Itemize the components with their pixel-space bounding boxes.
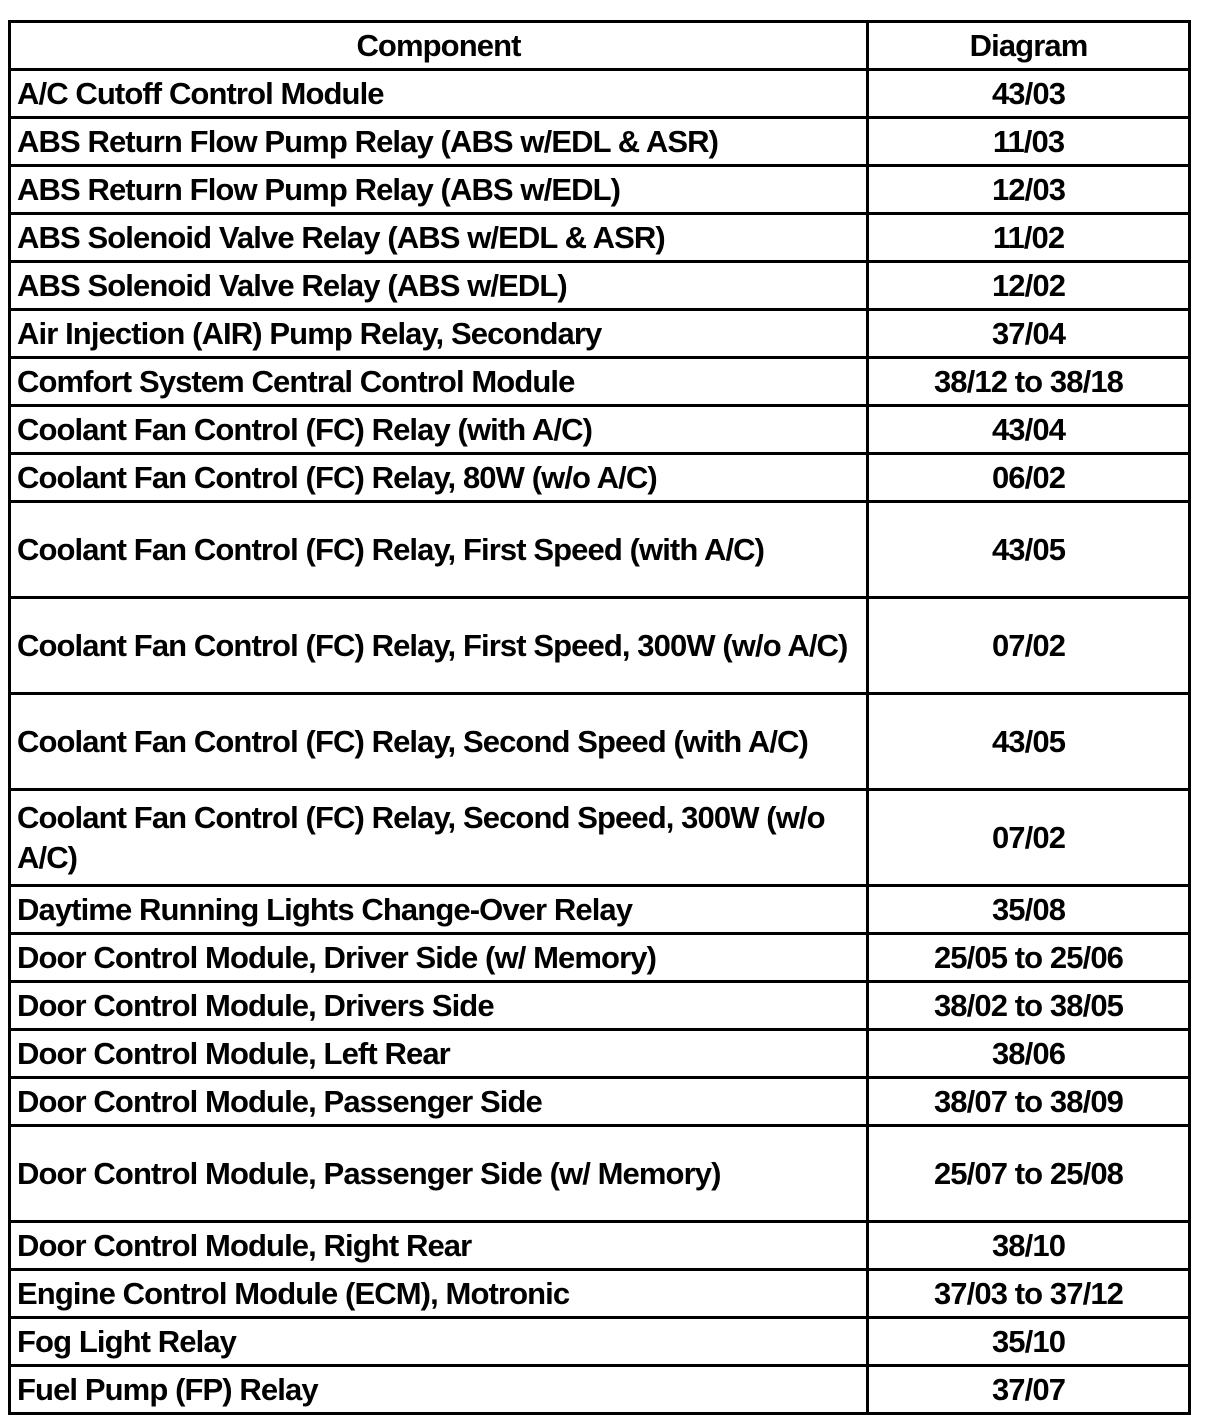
component-cell: Door Control Module, Left Rear bbox=[10, 1030, 868, 1078]
component-cell: Air Injection (AIR) Pump Relay, Secondary bbox=[10, 310, 868, 358]
table-row bbox=[10, 358, 1190, 406]
table-row bbox=[10, 310, 1190, 358]
table-body bbox=[10, 70, 1190, 1414]
diagram-cell: 25/05 to 25/06 bbox=[868, 934, 1190, 982]
table-row bbox=[10, 118, 1190, 166]
component-cell: Fog Light Relay bbox=[10, 1318, 868, 1366]
component-cell: Door Control Module, Right Rear bbox=[10, 1222, 868, 1270]
component-cell: ABS Return Flow Pump Relay (ABS w/EDL) bbox=[10, 166, 868, 214]
diagram-cell: 38/12 to 38/18 bbox=[868, 358, 1190, 406]
component-cell: Fuel Pump (FP) Relay bbox=[10, 1366, 868, 1414]
table-row bbox=[10, 790, 1190, 886]
diagram-cell: 06/02 bbox=[868, 454, 1190, 502]
component-cell: Door Control Module, Driver Side (w/ Memory) bbox=[10, 934, 868, 982]
diagram-cell: 43/03 bbox=[868, 70, 1190, 118]
table-row bbox=[10, 934, 1190, 982]
table-row bbox=[10, 70, 1190, 118]
diagram-cell: 07/02 bbox=[868, 598, 1190, 694]
table-row bbox=[10, 262, 1190, 310]
table-row bbox=[10, 502, 1190, 598]
diagram-cell: 37/04 bbox=[868, 310, 1190, 358]
component-cell: Coolant Fan Control (FC) Relay, Second Speed, 300W (w/o A/C) bbox=[10, 790, 868, 886]
diagram-cell: 37/07 bbox=[868, 1366, 1190, 1414]
component-column-header: Component bbox=[10, 22, 868, 70]
diagram-cell: 43/04 bbox=[868, 406, 1190, 454]
diagram-cell: 37/03 to 37/12 bbox=[868, 1270, 1190, 1318]
component-cell: Door Control Module, Passenger Side (w/ Memory) bbox=[10, 1126, 868, 1222]
header-row bbox=[10, 22, 1190, 70]
component-cell: Comfort System Central Control Module bbox=[10, 358, 868, 406]
component-cell: Door Control Module, Drivers Side bbox=[10, 982, 868, 1030]
component-cell: ABS Solenoid Valve Relay (ABS w/EDL) bbox=[10, 262, 868, 310]
component-cell: Door Control Module, Passenger Side bbox=[10, 1078, 868, 1126]
table-row bbox=[10, 454, 1190, 502]
component-cell: Coolant Fan Control (FC) Relay, 80W (w/o A/C) bbox=[10, 454, 868, 502]
component-cell: ABS Return Flow Pump Relay (ABS w/EDL & ASR) bbox=[10, 118, 868, 166]
table-row bbox=[10, 982, 1190, 1030]
table-row bbox=[10, 1126, 1190, 1222]
diagram-cell: 35/10 bbox=[868, 1318, 1190, 1366]
diagram-cell: 43/05 bbox=[868, 502, 1190, 598]
component-diagram-table bbox=[8, 20, 1191, 1415]
diagram-cell: 25/07 to 25/08 bbox=[868, 1126, 1190, 1222]
component-cell: ABS Solenoid Valve Relay (ABS w/EDL & ASR) bbox=[10, 214, 868, 262]
component-cell: Coolant Fan Control (FC) Relay, First Speed, 300W (w/o A/C) bbox=[10, 598, 868, 694]
component-cell: Coolant Fan Control (FC) Relay, Second Speed (with A/C) bbox=[10, 694, 868, 790]
table-row bbox=[10, 1366, 1190, 1414]
diagram-cell: 38/07 to 38/09 bbox=[868, 1078, 1190, 1126]
table-row bbox=[10, 1270, 1190, 1318]
diagram-cell: 35/08 bbox=[868, 886, 1190, 934]
component-cell: Engine Control Module (ECM), Motronic bbox=[10, 1270, 868, 1318]
diagram-cell: 38/02 to 38/05 bbox=[868, 982, 1190, 1030]
table-row bbox=[10, 598, 1190, 694]
table-row bbox=[10, 886, 1190, 934]
component-cell: Coolant Fan Control (FC) Relay (with A/C) bbox=[10, 406, 868, 454]
component-cell: A/C Cutoff Control Module bbox=[10, 70, 868, 118]
table-row bbox=[10, 1030, 1190, 1078]
table-row bbox=[10, 1318, 1190, 1366]
table-row bbox=[10, 1222, 1190, 1270]
diagram-cell: 38/10 bbox=[868, 1222, 1190, 1270]
diagram-cell: 11/03 bbox=[868, 118, 1190, 166]
table-row bbox=[10, 1078, 1190, 1126]
diagram-cell: 07/02 bbox=[868, 790, 1190, 886]
table-row bbox=[10, 694, 1190, 790]
table-row bbox=[10, 166, 1190, 214]
diagram-cell: 43/05 bbox=[868, 694, 1190, 790]
diagram-cell: 11/02 bbox=[868, 214, 1190, 262]
diagram-cell: 12/02 bbox=[868, 262, 1190, 310]
diagram-column-header: Diagram bbox=[868, 22, 1190, 70]
component-cell: Coolant Fan Control (FC) Relay, First Speed (with A/C) bbox=[10, 502, 868, 598]
table-row bbox=[10, 214, 1190, 262]
component-cell: Daytime Running Lights Change-Over Relay bbox=[10, 886, 868, 934]
table-row bbox=[10, 406, 1190, 454]
diagram-cell: 12/03 bbox=[868, 166, 1190, 214]
diagram-cell: 38/06 bbox=[868, 1030, 1190, 1078]
